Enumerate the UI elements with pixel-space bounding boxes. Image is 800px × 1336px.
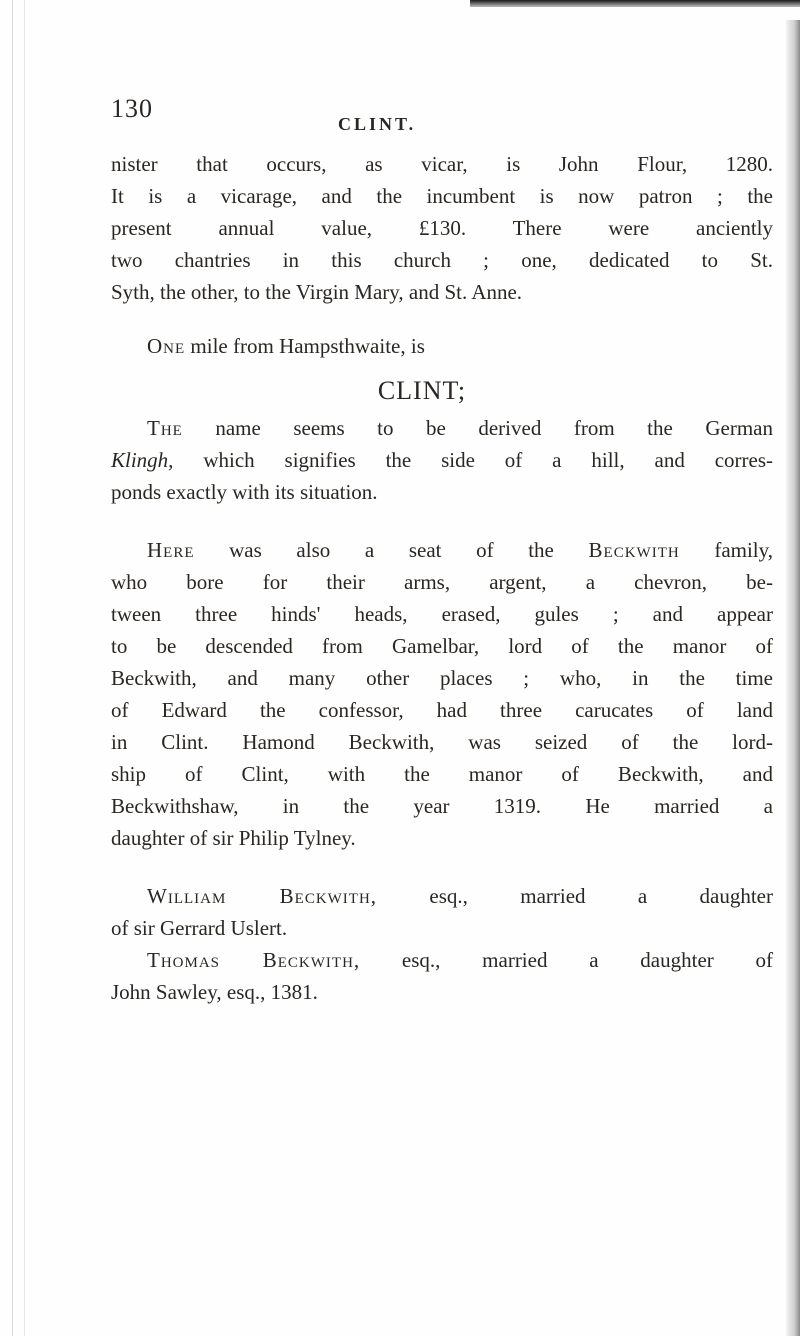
- section-heading: CLINT;: [377, 376, 467, 405]
- text-line: of Edward the confessor, had three carucates of land: [111, 698, 773, 722]
- paragraph-william-beckwith: [111, 880, 773, 944]
- text-line: One mile from Hampsthwaite, is: [147, 334, 425, 358]
- text-line: ship of Clint, with the manor of Beckwith, and: [111, 762, 773, 786]
- paragraph-vicarage: [111, 148, 773, 308]
- page-body: [111, 148, 773, 1008]
- small-caps-lead: The: [147, 416, 183, 440]
- text-line: Here was also a seat of the Beckwith family,: [147, 538, 774, 562]
- italic-word: Klingh,: [111, 448, 174, 472]
- page-edge-top-shadow: [470, 0, 800, 7]
- text-line: Klingh, which signifies the side of a hill, and corres-: [111, 448, 774, 472]
- text-line: nister that occurs, as vicar, is John Flour, 1280.: [111, 152, 773, 176]
- text-line: present annual value, £130. There were anciently: [111, 216, 773, 240]
- small-caps-lead: Here: [147, 538, 195, 562]
- text-line: Thomas Beckwith, esq., married a daughter of: [147, 948, 773, 972]
- paragraph-beckwith-family: [111, 534, 773, 854]
- paragraph-location: [111, 330, 773, 362]
- small-caps-name: Thomas Beckwith,: [147, 948, 361, 972]
- text-line: two chantries in this church ; one, dedicated to St.: [111, 248, 773, 272]
- text-line: Beckwithshaw, in the year 1319. He married a: [111, 794, 773, 818]
- text-line: William Beckwith, esq., married a daughter: [147, 884, 773, 908]
- page-edge-left-line: [12, 0, 13, 1336]
- text-line: who bore for their arms, argent, a chevron, be-: [111, 570, 773, 594]
- text-line: daughter of sir Philip Tylney.: [111, 826, 356, 850]
- small-caps-name: William Beckwith,: [147, 884, 378, 908]
- text-line: John Sawley, esq., 1381.: [111, 980, 318, 1004]
- small-caps-lead: One: [147, 334, 186, 358]
- text-line: to be descended from Gamelbar, lord of the manor of: [111, 634, 773, 658]
- page-edge-left-line: [24, 0, 25, 1336]
- text-line: tween three hinds' heads, erased, gules ; and appear: [111, 602, 773, 626]
- text-line: Beckwith, and many other places ; who, in the time: [111, 666, 773, 690]
- running-head: CLINT.: [338, 114, 417, 134]
- paragraph-etymology: [111, 412, 773, 508]
- text-line: It is a vicarage, and the incumbent is now patron ; the: [111, 184, 773, 208]
- text-line: in Clint. Hamond Beckwith, was seized of the lord-: [111, 730, 773, 754]
- page-edge-right-shadow: [786, 20, 800, 1336]
- page-number: 130: [111, 94, 153, 123]
- text-line: ponds exactly with its situation.: [111, 480, 378, 504]
- text-line: Syth, the other, to the Virgin Mary, and St. Anne.: [111, 280, 523, 304]
- text-line: of sir Gerrard Uslert.: [111, 916, 288, 940]
- text-line: The name seems to be derived from the German: [147, 416, 773, 440]
- paragraph-thomas-beckwith: [111, 944, 773, 1008]
- small-caps-family: Beckwith: [588, 538, 680, 562]
- page-header: [111, 94, 691, 144]
